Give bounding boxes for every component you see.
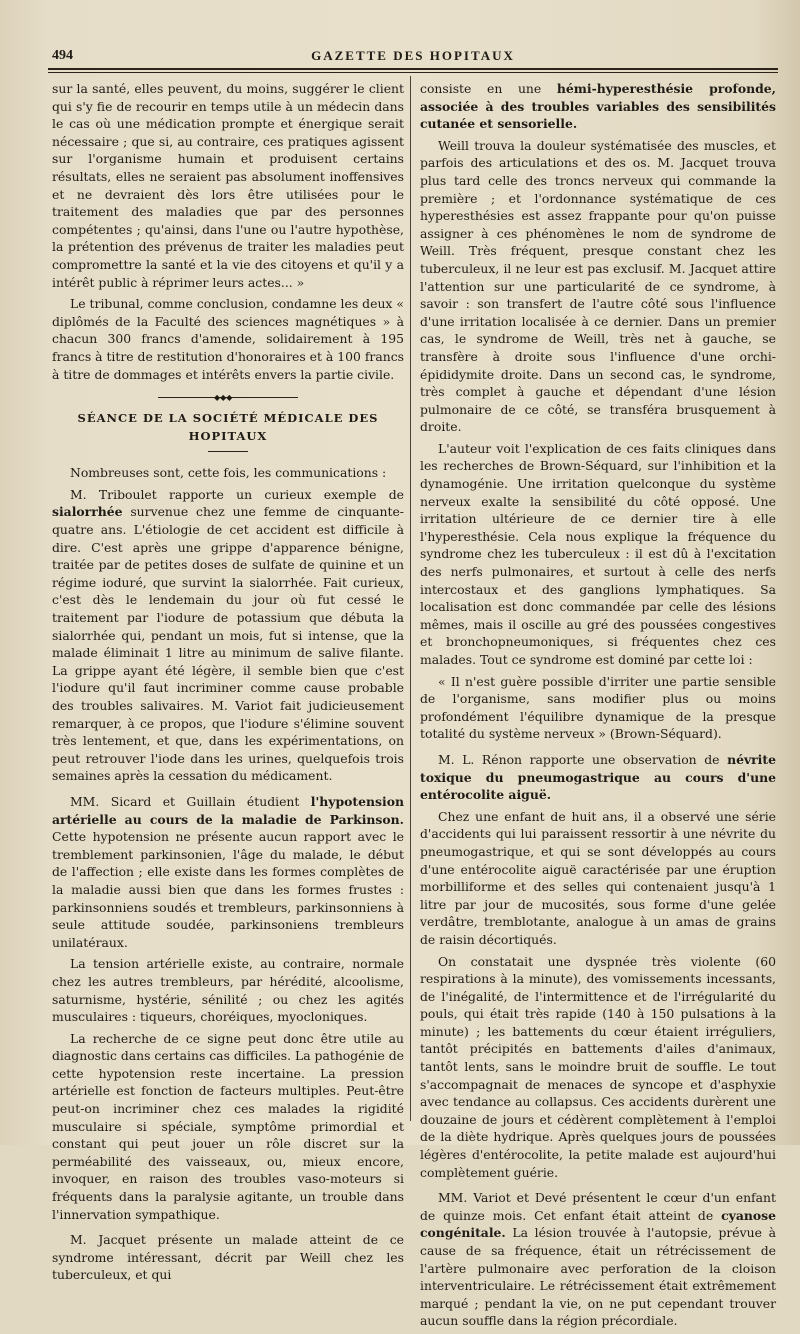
paragraph: M. Triboulet rapporte un curieux exemple de sialorrhée survenue chez une femme de cinquante-quatre ans. L'étiologie de cet accident est difficile à dire. C'est après une grippe d'apparence bénigne, traitée par de petites doses de sulfate de quinine et un régime ioduré, que survint la sialorrhée. Fait curieux, c'est dès le lendemain du jour où fut cessé le traitement par l'iodure de potassium que débuta la sialorrhée qui, pendant un mois, fut si intense, que la malade éliminait 1 litre au minimum de salive filante. La grippe ayant été légère, il semble bien que c'est l'iodure qu'il faut incriminer comme cause probable des troubles salivaires. M. Variot fait judicieusement remarquer, à ce propos, que l'iodure s'élimine souvent très lentement, et que, dans les expérimentations, on peut retrouver l'iode dans les urines, quelquefois trois semaines après la cessation du médicament. xyxy=(52,486,404,784)
section-separator: ◆◆◆ xyxy=(158,397,298,398)
paragraph: M. Jacquet présente un malade atteint de ce syndrome intéressant, décrit par Weill chez les tuberculeux, et qui xyxy=(52,1232,404,1283)
paragraph: « Il n'est guère possible d'irriter une partie sensible de l'organisme, sans modifier plus ou moins profondément l'équilibre dynamique de la presque totalité du système nerveux » (Brown-Séquard). xyxy=(420,673,776,742)
paragraph: Nombreuses sont, cette fois, les communications : xyxy=(70,465,387,481)
right-column xyxy=(420,80,776,1334)
paragraph: Chez une enfant de huit ans, il a observé une série d'accidents qui lui paraissent ressortir à une névrite du pneumogastrique, et qui se sont développés au cours d'une entérocolite aiguë caractérisée par une éruption morbilliforme et des selles qui contenaient jusqu'à 1 litre par jour de mucosités, sous forme d'une gelée verdâtre, tremblotante, analogue à un amas de grains de raisin décortiqués. xyxy=(420,808,776,947)
left-column xyxy=(52,80,404,1288)
column-divider xyxy=(410,76,411,1121)
page-number: 494 xyxy=(52,48,73,63)
paragraph: MM. Sicard et Guillain étudient l'hypotension artérielle au cours de la maladie de Parkinson. Cette hypotension ne présente aucun rapport avec le tremblement parkinsonien, l'âge du malade, le début de l'affection ; elle existe dans les formes complètes de la maladie aussi bien que dans les formes frustes : parkinsonniens soudés et trembleurs, parkinsonniens à seule attitude soudée, parkinsoniens trembleurs unilatéraux. xyxy=(52,793,404,950)
paragraph: MM. Variot et Devé présentent le cœur d'un enfant de quinze mois. Cet enfant était atteint de cyanose congénitale. La lésion trouvée à l'autopsie, prévue à cause de sa fréquence, était un rétrécissement de l'artère pulmonaire avec perforation de la cloison interventriculaire. Le rétrécissement était extrêmement marqué ; pendant la vie, on ne put cependant trouver aucun souffle dans la région précordiale. xyxy=(420,1190,776,1329)
paragraph: M. L. Rénon rapporte une observation de névrite toxique du pneumogastrique au cours d'une entérocolite aiguë. xyxy=(420,751,776,803)
page-header xyxy=(48,44,778,68)
header-rule xyxy=(48,68,778,73)
paragraph: L'auteur voit l'explication de ces faits cliniques dans les recherches de Brown-Séquard, sur l'inhibition et la dynamogénie. Une irritation quelconque du système nerveux exalte la sensibilité du côté opposé. Une irritation ultérieure de ce dernier tire à elle l'hyperesthésie. Cela nous explique la fréquence du syndrome chez les tuberculeux : il est dû à l'excitation des nerfs pulmonaires, et surtout à celle des nerfs intercostaux et des ganglions lymphatiques. Sa localisation est donc commandée par celle des lésions mêmes, mais il oscille au gré des poussées congestives et bronchopneumoniques, si fréquentes chez ces malades. Tout ce syndrome est dominé par cette loi : xyxy=(420,440,776,667)
paragraph: Weill trouva la douleur systématisée des muscles, et parfois des articulations et des os. M. Jacquet trouva plus tard celle des troncs nerveux qui commande la première ; et l'ordonnance systématique de ces hyperesthésies est assez frappante pour qu'on puisse assigner à ces phénomènes le nom de syndrome de Weill. Très fréquent, presque constant chez les tuberculeux, il ne leur est pas exclusif. M. Jacquet attire l'attention sur une particularité de ce syndrome, à savoir : son transfert de l'autre côté sous l'influence d'une irritation localisée à ce dernier. Dans un premier cas, le syndrome de Weill, très net à gauche, se transfère à droite sous l'influence d'une orchi-épididymite droite. Dans un second cas, le syndrome, très complet à gauche et dépendant d'une lésion pulmonaire de ce côté, se transféra brusquement à droite. xyxy=(420,137,776,435)
paragraph: La recherche de ce signe peut donc être utile au diagnostic dans certains cas difficiles. La pathogénie de cette hypotension reste incertaine. La pression artérielle est fonction de facteurs multiples. Peut-être peut-on incriminer chez ces malades la rigidité musculaire si spéciale, symptôme primordial et constant qui peut jouer un rôle discret sur la perméabilité des vaisseaux, ou, mieux encore, invoquer, en raison des troubles vaso-moteurs si fréquents dans la paralysie agitante, un trouble dans l'innervation sympathique. xyxy=(52,1030,404,1222)
paragraph: La tension artérielle existe, au contraire, normale chez les autres trembleurs, par hérédité, alcoolisme, saturnisme, hystérie, sénilité ; ou chez les agités musculaires : tiqueurs, choréiques, myocloniques. xyxy=(52,956,404,1025)
paragraph: sur la santé, elles peuvent, du moins, suggérer le client qui s'y fie de recourir en temps utile à un médecin dans le cas où une médication prompte et énergique serait nécessaire ; que si, au contraire, ces pratiques agissent sur l'organisme humain et produisent certains résultats, elles ne seraient pas absolument inoffensives et ne devraient dès lors être utilisées pour le traitement des maladies que par des personnes compétentes ; qu'ainsi, dans l'une ou l'autre hypothèse, la prétention des prévenus de traiter les maladies peut compromettre la santé et la vie des citoyens et qu'il y a intérêt public à réprimer leurs actes... » xyxy=(52,81,404,290)
section-title: SÉANCE DE LA SOCIÉTÉ MÉDICALE DES HOPITAUX xyxy=(77,411,379,443)
paragraph: Le tribunal, comme conclusion, condamne les deux « diplômés de la Faculté des sciences magnétiques » à chacun 300 francs d'amende, solidairement à 195 francs à titre de restitution d'honoraires et à 100 francs à titre de dommages et intérêts envers la partie civile. xyxy=(52,296,404,382)
paragraph: consiste en une hémi-hyperesthésie profonde, associée à des troubles variables des sensibilités cutanée et sensorielle. xyxy=(420,81,776,132)
short-rule xyxy=(208,451,248,452)
paragraph: On constatait une dyspnée très violente (60 respirations à la minute), des vomissements incessants, de l'inégalité, de l'intermittence et de l'irrégularité du pouls, qui était très rapide (140 à 150 pulsations à la minute) ; les battements du cœur étaient irréguliers, tantôt précipités en battements d'ailes d'animaux, tantôt lents, sans le moindre bruit de souffle. Le tout s'accompagnait de menaces de syncope et d'asphyxie avec tendance au collapsus. Ces accidents durèrent une douzaine de jours et cédèrent complètement à l'emploi de la diète hydrique. Après quelques jours de poussées légères d'entérocolite, la petite malade est aujourd'hui complètement guérie. xyxy=(420,953,776,1180)
journal-title: GAZETTE DES HOPITAUX xyxy=(311,48,515,63)
